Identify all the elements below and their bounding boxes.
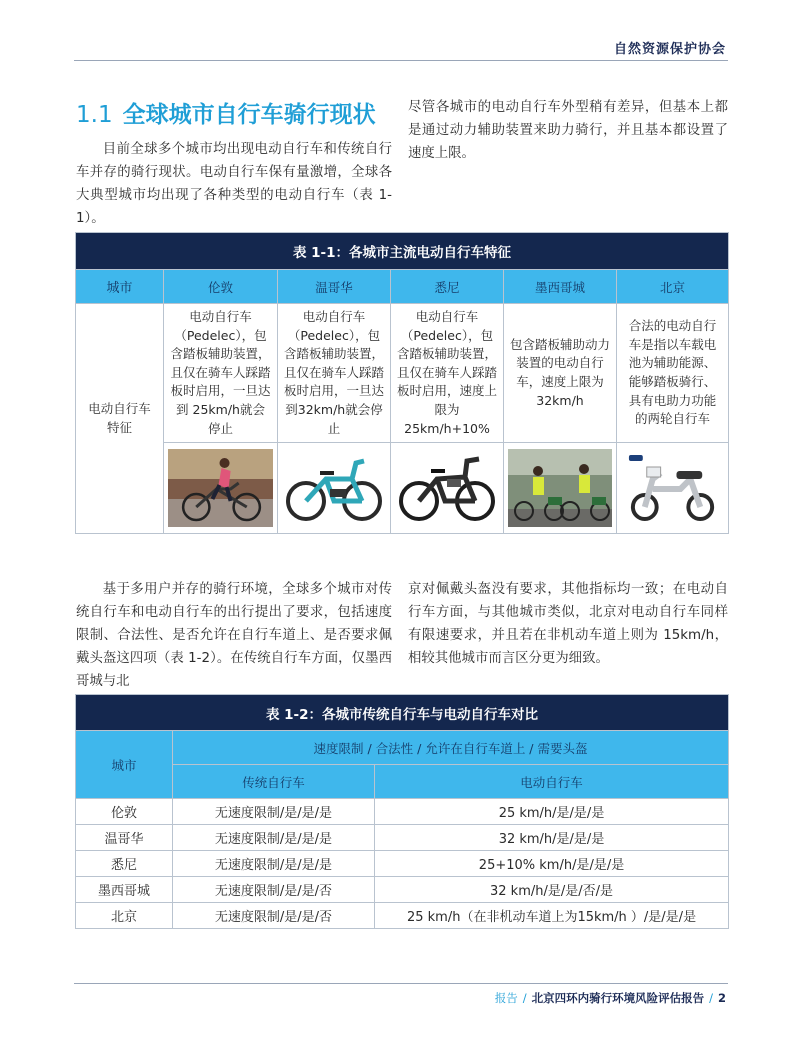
table-row bbox=[76, 903, 729, 929]
footer: 报告 / 北京四环内骑行环境风险评估报告 / 2 bbox=[494, 991, 726, 1005]
row-city: 伦敦 bbox=[76, 799, 173, 825]
table-row bbox=[76, 799, 729, 825]
row-city: 悉尼 bbox=[76, 851, 173, 877]
table1-header-beijing: 北京 bbox=[617, 270, 729, 304]
mexico-city-ebike-riders-photo bbox=[504, 443, 617, 534]
table-row bbox=[76, 877, 729, 903]
row-city: 温哥华 bbox=[76, 825, 173, 851]
organization-name: 自然资源保护协会 bbox=[613, 42, 726, 57]
ebike-characteristics-table bbox=[75, 232, 729, 534]
footer-report-title: 北京四环内骑行环境风险评估报告 bbox=[531, 991, 705, 1005]
section-title-text: 全球城市自行车骑行现状 bbox=[122, 102, 376, 128]
table2-header-ebike: 电动自行车 bbox=[375, 765, 729, 799]
row-ebike: 32 km/h/是/是/是 bbox=[375, 825, 729, 851]
table-row bbox=[76, 851, 729, 877]
header-divider bbox=[74, 60, 728, 61]
row-traditional: 无速度限制/是/是/是 bbox=[173, 851, 375, 877]
table1-caption: 表 1-1：各城市主流电动自行车特征 bbox=[76, 233, 729, 270]
sydney-ebike-photo bbox=[391, 443, 504, 534]
table1-header-city: 城市 bbox=[76, 270, 164, 304]
feature-sydney: 电动自行车（Pedelec），包含踏板辅助装置，且仅在骑车人踩踏板时启用，速度上限为25km/h+10% bbox=[391, 304, 504, 443]
feature-london: 电动自行车（Pedelec），包含踏板辅助装置，且仅在骑车人踩踏板时启用，一旦达到 25km/h就会停止 bbox=[164, 304, 278, 443]
table-row bbox=[76, 825, 729, 851]
table2-header-traditional: 传统自行车 bbox=[173, 765, 375, 799]
row-city: 北京 bbox=[76, 903, 173, 929]
paragraph-requirements: 基于多用户并存的骑行环境，全球多个城市对传统自行车和电动自行车的出行提出了要求，包括速度限制、合法性、是否允许在自行车道上、是否要求佩戴头盔这四项（表 1-2）。在传统自行车方面，仅墨西哥城与北 bbox=[76, 582, 392, 689]
feature-vancouver: 电动自行车（Pedelec），包含踏板辅助装置，且仅在骑车人踩踏板时启用，一旦达到32km/h就会停止 bbox=[278, 304, 391, 443]
footer-label: 报告 bbox=[494, 991, 518, 1005]
table1-row-label: 电动自行车特征 bbox=[76, 304, 164, 534]
table1-header-sydney: 悉尼 bbox=[391, 270, 504, 304]
feature-beijing: 合法的电动自行车是指以车载电池为辅助能源、能够踏板骑行、具有电助力功能的两轮自行车 bbox=[617, 304, 729, 443]
row-ebike: 25 km/h/是/是/是 bbox=[375, 799, 729, 825]
row-traditional: 无速度限制/是/是/是 bbox=[173, 825, 375, 851]
row-ebike: 25+10% km/h/是/是/是 bbox=[375, 851, 729, 877]
table2-header-criteria: 速度限制 / 合法性 / 允许在自行车道上 / 需要头盔 bbox=[173, 731, 729, 765]
row-traditional: 无速度限制/是/是/否 bbox=[173, 877, 375, 903]
feature-mexico-city: 包含踏板辅助动力装置的电动自行车，速度上限为32km/h bbox=[504, 304, 617, 443]
table1-header-mexico-city: 墨西哥城 bbox=[504, 270, 617, 304]
table1-header-vancouver: 温哥华 bbox=[278, 270, 391, 304]
section-number: 1.1 bbox=[76, 102, 113, 128]
section-title bbox=[76, 96, 376, 129]
row-ebike: 32 km/h/是/是/否/是 bbox=[375, 877, 729, 903]
table2-caption: 表 1-2：各城市传统自行车与电动自行车对比 bbox=[76, 695, 729, 731]
table2-header-city: 城市 bbox=[76, 731, 173, 799]
paragraph-intro: 目前全球多个城市均出现电动自行车和传统自行车并存的骑行现状。电动自行车保有量激增，全球各大典型城市均出现了各种类型的电动自行车（表 1-1）。 bbox=[76, 142, 392, 226]
row-traditional: 无速度限制/是/是/是 bbox=[173, 799, 375, 825]
footer-divider bbox=[74, 983, 728, 984]
table1-header-london: 伦敦 bbox=[164, 270, 278, 304]
page-number: 2 bbox=[717, 991, 726, 1005]
london-ebike-rider-photo bbox=[164, 443, 278, 534]
row-ebike: 25 km/h（在非机动车道上为15km/h ）/是/是/是 bbox=[375, 903, 729, 929]
paragraph-beijing: 京对佩戴头盔没有要求，其他指标均一致；在电动自行车方面，与其他城市类似，北京对电动自行车同样有限速要求，并且若在非机动车道上则为 15km/h，相较其他城市而言区分更为细致。 bbox=[408, 582, 728, 666]
paragraph-speed-limit: 尽管各城市的电动自行车外型稍有差异，但基本上都是通过动力辅助装置来助力骑行，并且基本都设置了速度上限。 bbox=[408, 100, 728, 161]
row-city: 墨西哥城 bbox=[76, 877, 173, 903]
beijing-ebike-photo bbox=[617, 443, 729, 534]
row-traditional: 无速度限制/是/是/否 bbox=[173, 903, 375, 929]
bike-comparison-table bbox=[75, 694, 729, 929]
vancouver-ebike-photo bbox=[278, 443, 391, 534]
